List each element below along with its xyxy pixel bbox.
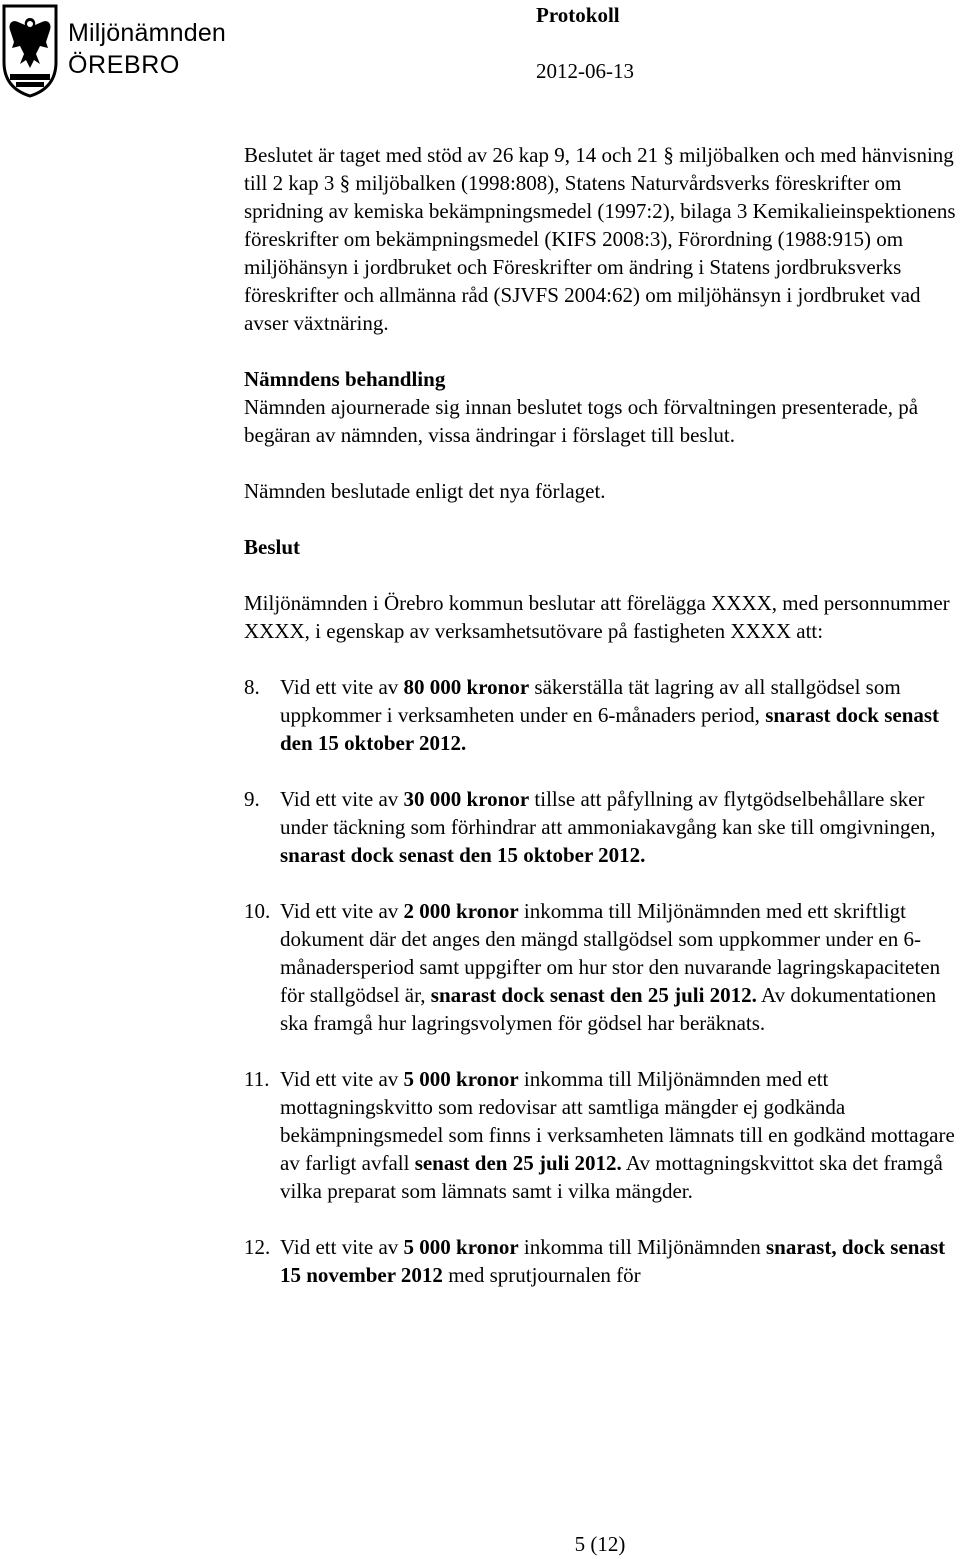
plain-text: säkerställa tät lagring av all stallgödsel som uppkommer i verksamheten under en 6-månaders period,: [280, 675, 901, 727]
list-item-number: 8.: [244, 675, 260, 699]
coat-of-arms-icon: [0, 2, 60, 98]
emphasis-text: snarast dock senast den 15 oktober 2012.: [280, 703, 940, 755]
decision-items-list: [244, 673, 960, 1289]
document-body: [244, 141, 960, 1289]
list-item: [244, 673, 960, 757]
emphasis-text: snarast dock senast den 15 oktober 2012.: [280, 843, 646, 867]
org-name: Miljönämnden: [68, 19, 227, 47]
treatment-paragraph: Nämnden ajournerade sig innan beslutet togs och förvaltningen presenterade, på begäran av nämnden, vissa ändringar i förslaget till beslut.: [244, 395, 919, 447]
plain-text: Av mottagningskvittot ska det framgå vilka preparat som lämnats samt i vilka mängder.: [280, 1151, 943, 1203]
list-item-text: [280, 897, 960, 1037]
plain-text: Vid ett vite av: [280, 1067, 404, 1091]
list-item-number: 10.: [244, 899, 271, 923]
emphasis-text: 5 000 kronor: [403, 1067, 519, 1091]
list-item: [244, 897, 960, 1037]
treatment-decision-paragraph: Nämnden beslutade enligt det nya förlaget.: [244, 479, 606, 503]
plain-text: Vid ett vite av: [280, 899, 404, 923]
emphasis-text: 5 000 kronor: [403, 1235, 519, 1259]
emphasis-text: 30 000 kronor: [403, 787, 530, 811]
list-item: [244, 785, 960, 869]
emphasis-text: senast den 25 juli 2012.: [414, 1151, 622, 1175]
plain-text: Vid ett vite av: [280, 1235, 404, 1259]
list-item-text: [280, 1233, 960, 1289]
emphasis-text: 80 000 kronor: [403, 675, 530, 699]
list-item: [244, 1065, 960, 1205]
plain-text: inkomma till Miljönämnden: [518, 1235, 766, 1259]
page-number: 5 (12): [574, 1532, 626, 1556]
document-date: 2012-06-13: [536, 59, 634, 83]
header-logo: [0, 0, 240, 100]
list-item: [244, 1233, 960, 1289]
list-item-number: 11.: [244, 1067, 270, 1091]
decision-paragraph: Miljönämnden i Örebro kommun beslutar att förelägga XXXX, med personnummer XXXX, i egenskap av verksamhetsutövare på fastigheten XXXX att:: [244, 591, 950, 643]
list-item-number: 12.: [244, 1235, 271, 1259]
plain-text: Av dokumentationen ska framgå hur lagringsvolymen för gödsel har beräknats.: [280, 983, 937, 1035]
emphasis-text: 2 000 kronor: [403, 899, 519, 923]
list-item-text: [280, 1065, 960, 1205]
emphasis-text: snarast, dock senast 15 november 2012: [280, 1235, 946, 1287]
org-city: ÖREBRO: [68, 51, 180, 79]
section-heading-decision: Beslut: [244, 535, 301, 559]
list-item-text: [280, 785, 960, 869]
plain-text: tillse att påfyllning av flytgödselbehållare sker under täckning som förhindrar att ammoniakavgång kan ske till omgivningen,: [280, 787, 936, 839]
plain-text: Vid ett vite av: [280, 787, 404, 811]
legal-basis-paragraph: Beslutet är taget med stöd av 26 kap 9, 14 och 21 § miljöbalken och med hänvisning till 2 kap 3 § miljöbalken (1998:808), Statens Naturvårdsverks föreskrifter om spridning av kemiska bekämpningsmedel (1997:2), bilaga 3 Kemikalieinspektionens föreskrifter om bekämpningsmedel (KIFS 2008:3), Förordning (1988:915) om miljöhänsyn i jordbruket och Föreskrifter om ändring i Statens jordbruksverks föreskrifter och allmänna råd (SJVFS 2004:62) om miljöhänsyn i jordbruket vad avser växtnäring.: [244, 143, 956, 335]
emphasis-text: snarast dock senast den 25 juli 2012.: [430, 983, 757, 1007]
list-item-number: 9.: [244, 787, 260, 811]
section-heading-treatment: Nämndens behandling: [244, 367, 446, 391]
plain-text: inkomma till Miljönämnden med ett skriftligt dokument där det anges den mängd stallgödsel som uppkommer under en 6-månadersperiod samt uppgifter om hur stor den nuvarande lagringskapaciteten för stallgödsel är,: [280, 899, 941, 1007]
plain-text: med sprutjournalen för: [442, 1263, 641, 1287]
plain-text: inkomma till Miljönämnden med ett mottagningskvitto som redovisar att samtliga mängder ej godkända bekämpningsmedel som finns i verksamheten lämnats till en godkänd mottagare av farligt avfall: [280, 1067, 955, 1175]
list-item-text: [280, 673, 960, 757]
document-type: Protokoll: [536, 3, 620, 27]
plain-text: Vid ett vite av: [280, 675, 404, 699]
